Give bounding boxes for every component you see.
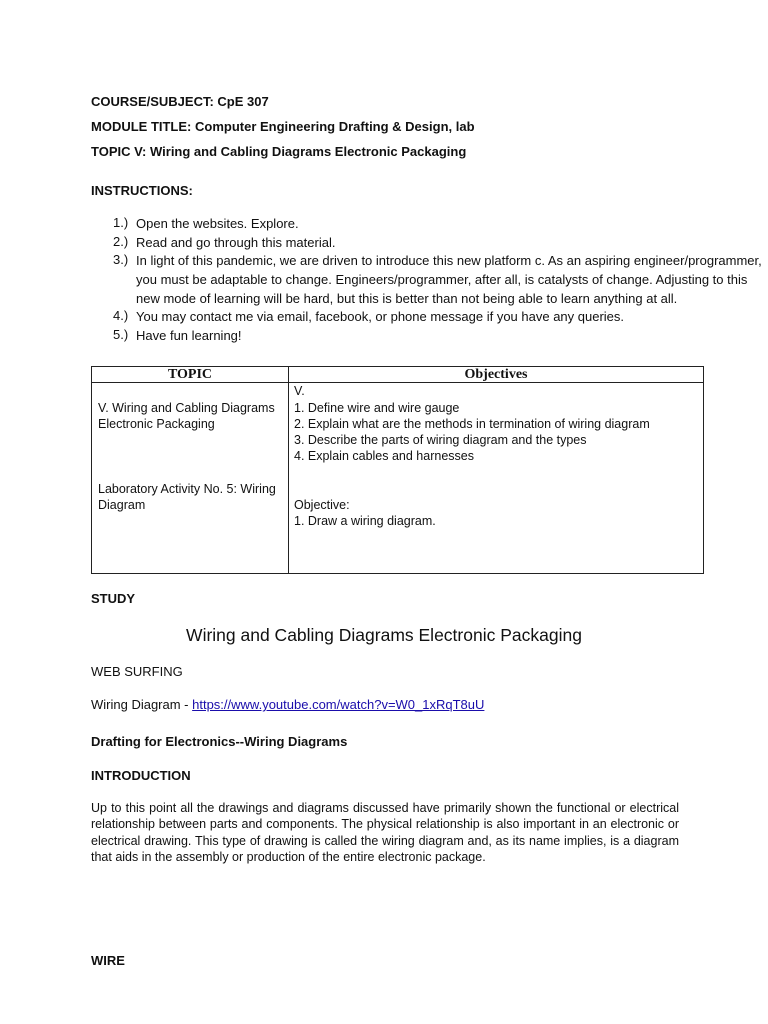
topic-cell-line: Laboratory Activity No. 5: Wiring — [98, 482, 276, 496]
topic-cell-line: V. Wiring and Cabling Diagrams — [98, 401, 275, 415]
web-surfing-label: WEB SURFING — [91, 664, 183, 679]
topic-cell-line: Electronic Packaging — [98, 417, 215, 431]
table-column-divider — [288, 367, 289, 573]
introduction-paragraph: Up to this point all the drawings and diagrams discussed have primarily shown the functional or electrical relationship between parts and components. The physical relationship is also important in an electronic or electrical drawing. This type of drawing is called the wiring diagram and, as its name implies, is a diagram that aids in the assembly or production of the entire electronic package. — [91, 801, 679, 864]
resource-line — [91, 697, 484, 713]
module-title-value: Computer Engineering Drafting & Design, lab — [191, 119, 475, 134]
topic-objectives-table — [91, 366, 704, 574]
objective-line: 3. Describe the parts of wiring diagram and the types — [294, 433, 587, 447]
section-title: Drafting for Electronics--Wiring Diagrams — [91, 734, 348, 749]
list-item-text: Have fun learning! — [136, 328, 242, 343]
objective-line: 1. Define wire and wire gauge — [294, 401, 460, 415]
list-item-number: 1.) — [113, 215, 129, 230]
objective-line: 1. Draw a wiring diagram. — [294, 514, 436, 528]
module-title-label: MODULE TITLE: — [91, 119, 192, 134]
study-title: Wiring and Cabling Diagrams Electronic Packaging — [186, 625, 582, 645]
resource-label: Wiring Diagram - — [91, 697, 193, 712]
table-header-topic: TOPIC — [167, 367, 213, 382]
objective-line: 4. Explain cables and harnesses — [294, 449, 474, 463]
objective-line: V. — [294, 384, 305, 398]
course-subject: COURSE/SUBJECT: CpE 307 — [91, 94, 269, 109]
wire-heading: WIRE — [91, 953, 125, 968]
list-item-text: Read and go through this material. — [136, 235, 336, 250]
table-header-objectives: Objectives — [464, 367, 528, 382]
list-item-number: 3.) — [113, 252, 129, 267]
list-item-number: 4.) — [113, 308, 129, 323]
objective-line: Objective: — [294, 498, 350, 512]
table-header-divider — [92, 382, 703, 383]
youtube-link[interactable]: https://www.youtube.com/watch?v=W0_1xRqT8uU — [192, 697, 485, 712]
topic-cell-line: Diagram — [98, 498, 146, 512]
list-item-text: You may contact me via email, facebook, or phone message if you have any queries. — [136, 309, 625, 324]
list-item-text: you must be adaptable to change. Engineers/programmer, after all, is catalysts of change. Adjusting to this — [136, 272, 748, 287]
list-item-text: In light of this pandemic, we are driven to introduce this new platform c. As an aspiring engineer/programmer, — [136, 253, 762, 268]
list-item-text: Open the websites. Explore. — [136, 216, 299, 231]
list-item-text: new mode of learning will be hard, but this is better than not being able to learn anything at all. — [136, 291, 678, 306]
list-item-number: 2.) — [113, 234, 129, 249]
module-title — [91, 119, 475, 135]
objective-line: 2. Explain what are the methods in termination of wiring diagram — [294, 417, 650, 431]
study-heading: STUDY — [91, 591, 136, 606]
topic-title: TOPIC V: Wiring and Cabling Diagrams Electronic Packaging — [91, 144, 467, 159]
introduction-heading: INTRODUCTION — [91, 768, 191, 783]
list-item-number: 5.) — [113, 327, 129, 342]
instructions-heading: INSTRUCTIONS: — [91, 183, 193, 198]
